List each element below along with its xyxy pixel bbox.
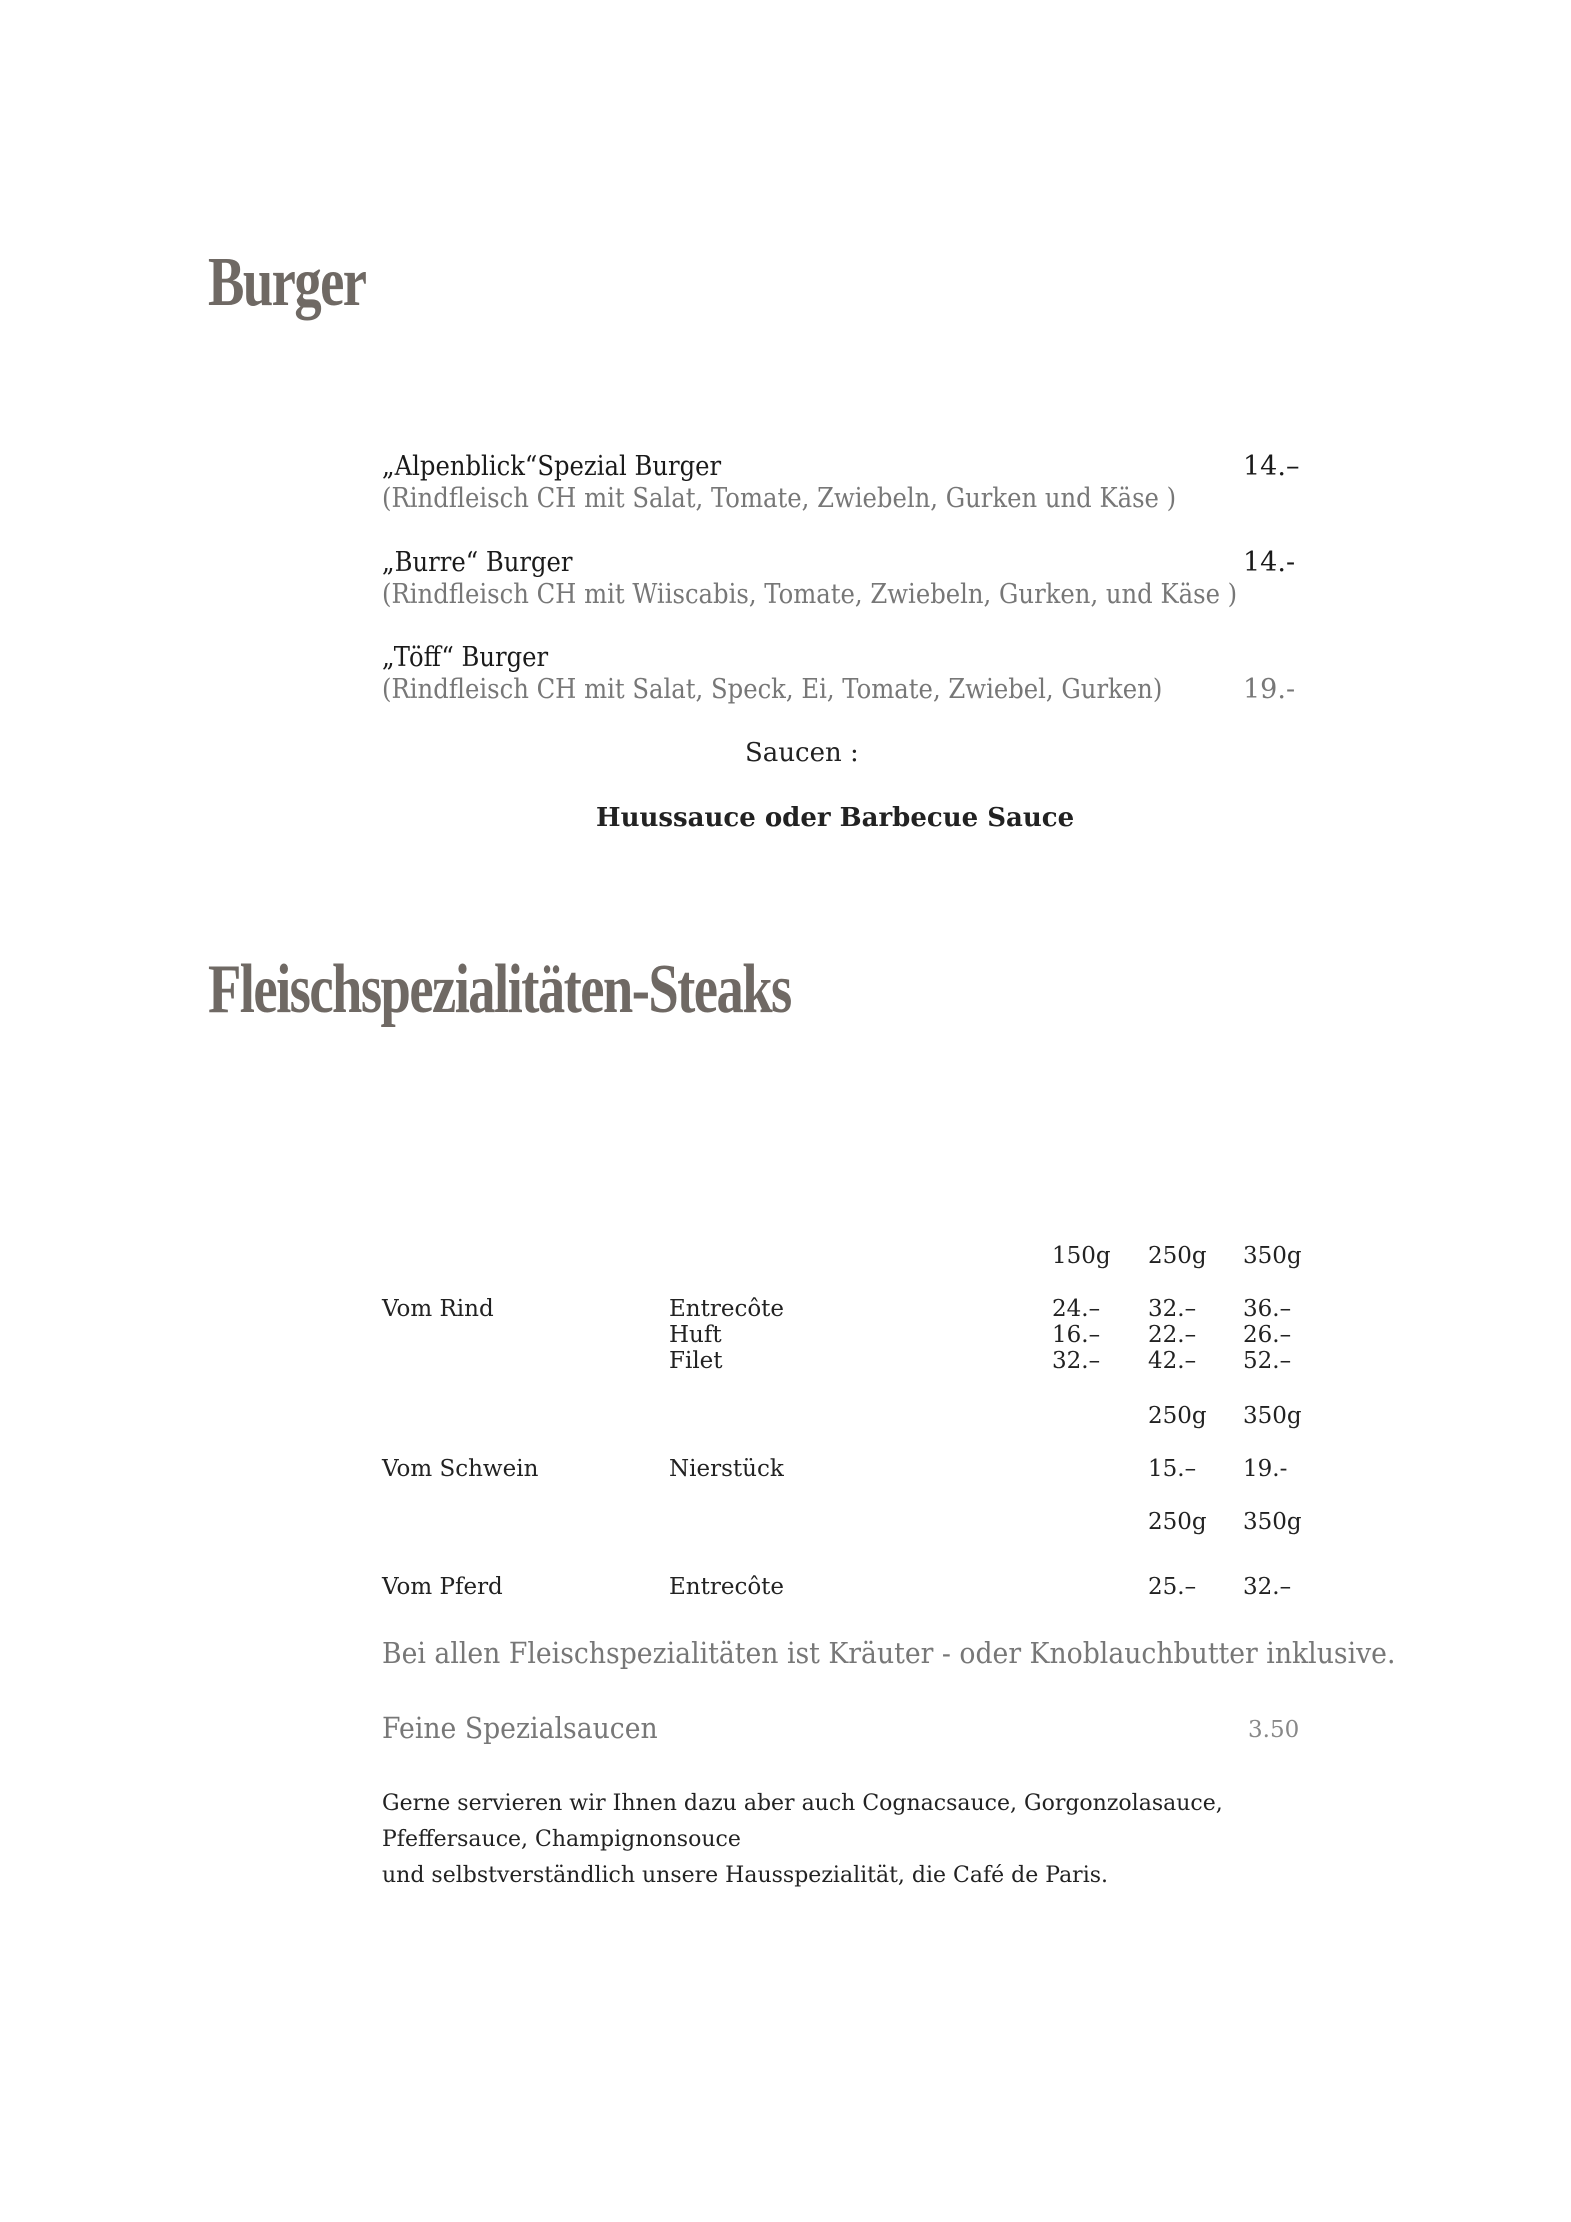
steak-price: 32.–	[1148, 1296, 1197, 1322]
steak-section-title: Fleischspezialitäten-Steaks	[208, 951, 791, 1028]
steak-price: 36.–	[1243, 1296, 1292, 1322]
steak-price: 52.–	[1243, 1348, 1292, 1374]
steak-price: 16.–	[1052, 1322, 1101, 1348]
special-sauces-text: und selbstverständlich unsere Hausspezialität, die Café de Paris.	[382, 1863, 1109, 1888]
steak-price: 32.–	[1052, 1348, 1101, 1374]
meat-cut: Nierstück	[669, 1456, 784, 1482]
burger-item-price: 14.-	[1243, 547, 1296, 578]
special-sauces-price: 3.50	[1248, 1717, 1300, 1743]
meat-category: Vom Schwein	[382, 1456, 539, 1482]
burger-item-description: (Rindfleisch CH mit Salat, Speck, Ei, Tomate, Zwiebel, Gurken)	[382, 674, 1163, 705]
meat-cut: Filet	[669, 1348, 723, 1374]
burger-item-name: „Töff“ Burger	[382, 642, 549, 673]
burger-item-name: „Alpenblick“Spezial Burger	[382, 451, 722, 482]
burger-item-price: 19.-	[1243, 674, 1296, 705]
steak-price: 26.–	[1243, 1322, 1292, 1348]
burger-item-description: (Rindfleisch CH mit Wiiscabis, Tomate, Zwiebeln, Gurken, und Käse )	[382, 579, 1238, 610]
butter-note: Bei allen Fleischspezialitäten ist Kräuter - oder Knoblauchbutter inklusive.	[382, 1636, 1396, 1670]
weight-header: 350g	[1243, 1403, 1302, 1429]
weight-header: 250g	[1148, 1509, 1207, 1535]
weight-header: 250g	[1148, 1243, 1207, 1269]
special-sauces-label: Feine Spezialsaucen	[382, 1711, 658, 1745]
burger-item-price: 14.–	[1243, 451, 1300, 482]
steak-price: 15.–	[1148, 1456, 1197, 1482]
burger-section-title: Burger	[208, 244, 366, 321]
weight-header: 250g	[1148, 1403, 1207, 1429]
steak-price: 25.–	[1148, 1574, 1197, 1600]
weight-header: 350g	[1243, 1509, 1302, 1535]
special-sauces-text: Pfeffersauce, Champignonsouce	[382, 1827, 741, 1852]
weight-header: 350g	[1243, 1243, 1302, 1269]
meat-cut: Huft	[669, 1322, 722, 1348]
burger-sauces-label: Saucen :	[745, 738, 859, 768]
steak-price: 32.–	[1243, 1574, 1292, 1600]
steak-price: 22.–	[1148, 1322, 1197, 1348]
weight-header: 150g	[1052, 1243, 1111, 1269]
special-sauces-text: Gerne servieren wir Ihnen dazu aber auch Cognacsauce, Gorgonzolasauce,	[382, 1791, 1223, 1816]
meat-cut: Entrecôte	[669, 1296, 785, 1322]
steak-price: 19.-	[1243, 1456, 1288, 1482]
meat-category: Vom Rind	[382, 1296, 494, 1322]
steak-price: 24.–	[1052, 1296, 1101, 1322]
meat-category: Vom Pferd	[382, 1574, 503, 1600]
burger-sauces-value: Huussauce oder Barbecue Sauce	[596, 803, 1075, 833]
burger-item-name: „Burre“ Burger	[382, 547, 573, 578]
steak-price: 42.–	[1148, 1348, 1197, 1374]
burger-item-description: (Rindfleisch CH mit Salat, Tomate, Zwiebeln, Gurken und Käse )	[382, 483, 1177, 514]
meat-cut: Entrecôte	[669, 1574, 785, 1600]
